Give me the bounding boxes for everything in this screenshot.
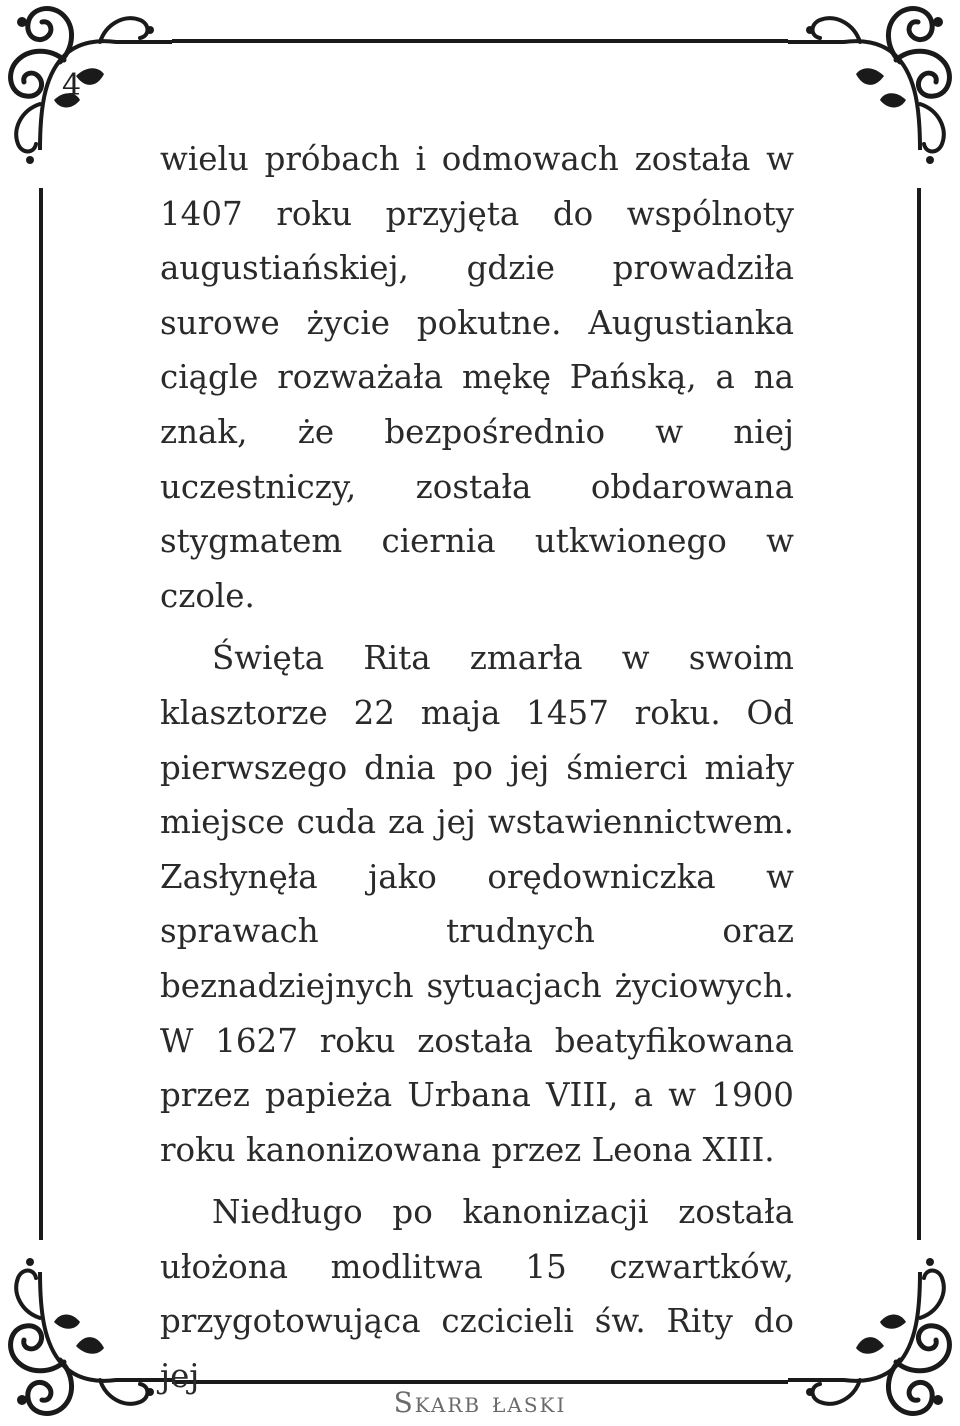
border-rule-left xyxy=(39,188,43,1240)
running-footer-title: Skarb łaski xyxy=(393,1386,567,1419)
border-rule-right xyxy=(917,188,921,1240)
paragraph: Święta Rita zmarła w swoim klasztorze 22 maja 1457 roku. Od pierwszego dnia po jej śmierci miały miejsce cuda za jej wstawiennictwem. Zasłynęła jako orędowniczka w sprawach trudnych oraz beznadziejnych sytuacjach życiowych. W 1627 roku została beatyfikowana przez papieża Urbana VIII, a w 1900 roku kanonizowana przez Leona XIII. xyxy=(160,639,794,1169)
body-text xyxy=(160,132,794,1404)
page-number: 4 xyxy=(62,68,82,103)
corner-flourish-ornament-top-left xyxy=(0,0,180,190)
corner-flourish-ornament-top-right xyxy=(780,0,960,190)
paragraph: wielu próbach i odmowach została w 1407 roku przyjęta do wspólnoty augustiańskiej, gdzie prowadziła surowe życie pokutne. Augustianka ciągle rozważała mękę Pańską, a na znak, że bezpośrednio w niej uczestniczy, została obdarowana stygmatem ciernia utkwionego w czole. xyxy=(160,140,794,615)
paragraph: Niedługo po kanonizacji została ułożona modlitwa 15 czwartków, przygotowująca czcicieli św. Rity do jej xyxy=(160,1193,794,1396)
border-rule-top xyxy=(172,39,788,43)
